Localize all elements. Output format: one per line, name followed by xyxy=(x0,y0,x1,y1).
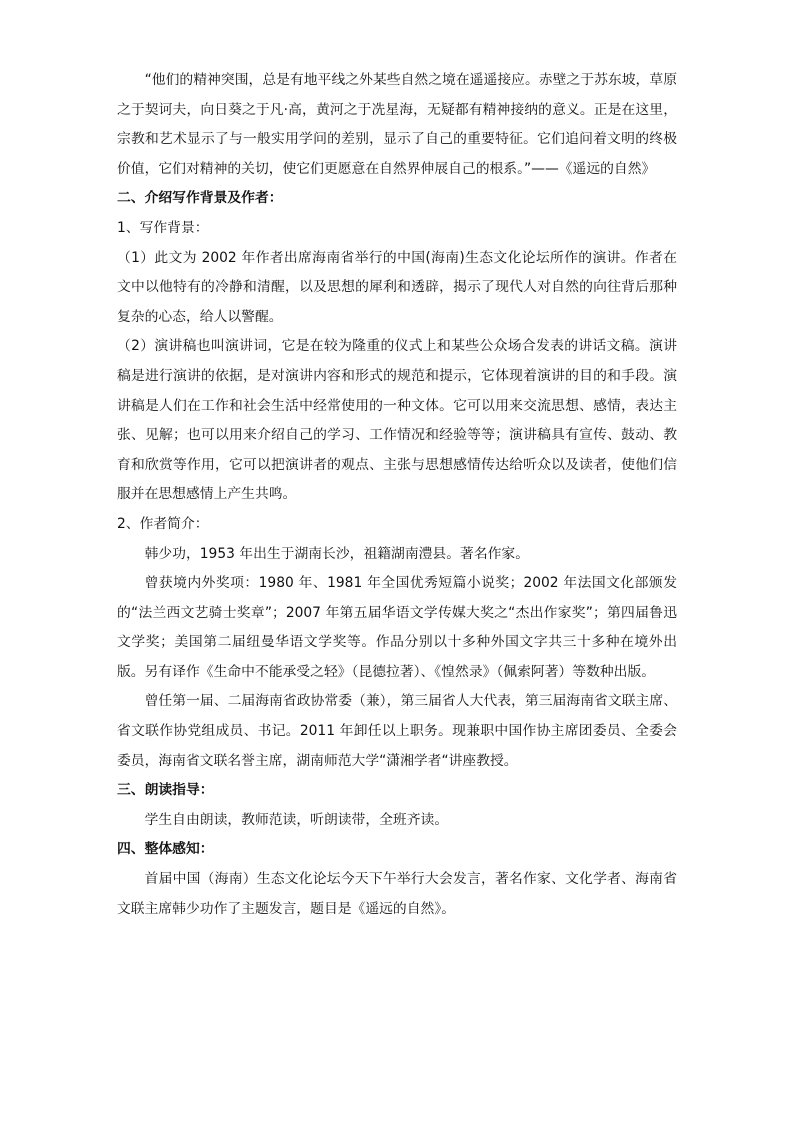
author-paragraph-1: 韩少功，1953 年出生于湖南长沙，祖籍湖南澧县。著名作家。 xyxy=(144,545,530,562)
subheading-author: 2、作者简介： xyxy=(117,515,209,532)
subheading-background: 1、写作背景： xyxy=(117,219,209,236)
document-page xyxy=(117,66,677,924)
opening-quote: “他们的精神突围，总是有地平线之外某些自然之境在遥遥接应。赤壁之于苏东坡，草原之于契诃夫，向日葵之于凡·高，黄河之于冼星海，无疑都有精神接纳的意义。正是在这里，宗教和艺术显示了与一般实用学问的差别，显示了自己的重要特征。它们追问着文明的终极价值，它们对精神的关切，使它们更愿意在自然界伸展自己的根系。”——《遥远的自然》 xyxy=(117,72,677,177)
overview-paragraph: 首届中国（海南）生态文化论坛今天下午举行大会发言，著名作家、文化学者、海南省文联主席韩少功作了主题发言，题目是《遥远的自然》。 xyxy=(117,871,677,917)
background-paragraph-1: （1）此文为 2002 年作者出席海南省举行的中国(海南)生态文化论坛所作的演讲。作者在文中以他特有的冷静和清醒，以及思想的犀利和透辟，揭示了现代人对自然的向往背后那种复杂的心态，给人以警醒。 xyxy=(117,249,677,325)
author-paragraph-3: 曾任第一届、二届海南省政协常委（兼），第三届省人大代表，第三届海南省文联主席、省文联作协党组成员、书记。2011 年卸任以上职务。现兼职中国作协主席团委员、全委会委员，海南省文联名誉主席，湖南师范大学“潇湘学者“讲座教授。 xyxy=(117,693,677,769)
section-heading-background-author: 二、介绍写作背景及作者： xyxy=(117,190,283,207)
section-heading-reading: 三、朗读指导： xyxy=(117,782,214,799)
reading-paragraph: 学生自由朗读，教师范读，听朗读带，全班齐读。 xyxy=(144,811,449,828)
section-heading-overview: 四、整体感知： xyxy=(117,841,214,858)
background-paragraph-2: （2）演讲稿也叫演讲词，它是在较为隆重的仪式上和某些公众场合发表的讲话文稿。演讲稿是进行演讲的依据，是对演讲内容和形式的规范和提示，它体现着演讲的目的和手段。演讲稿是人们在工作和社会生活中经常使用的一种文体。它可以用来交流思想、感情，表达主张、见解；也可以用来介绍自己的学习、工作情况和经验等等；演讲稿具有宣传、鼓动、教育和欣赏等作用，它可以把演讲者的观点、主张与思想感情传达给听众以及读者，使他们信服并在思想感情上产生共鸣。 xyxy=(117,338,677,503)
author-paragraph-2: 曾获境内外奖项：1980 年、1981 年全国优秀短篇小说奖；2002 年法国文化部颁发的“法兰西文艺骑士奖章”；2007 年第五届华语文学传媒大奖之“杰出作家奖”；第四届鲁迅文学奖；美国第二届纽曼华语文学奖等。作品分别以十多种外国文字共三十多种在境外出版。另有译作《生命中不能承受之轻》（昆德拉著）、《惶然录》（佩索阿著）等数种出版。 xyxy=(117,575,677,680)
